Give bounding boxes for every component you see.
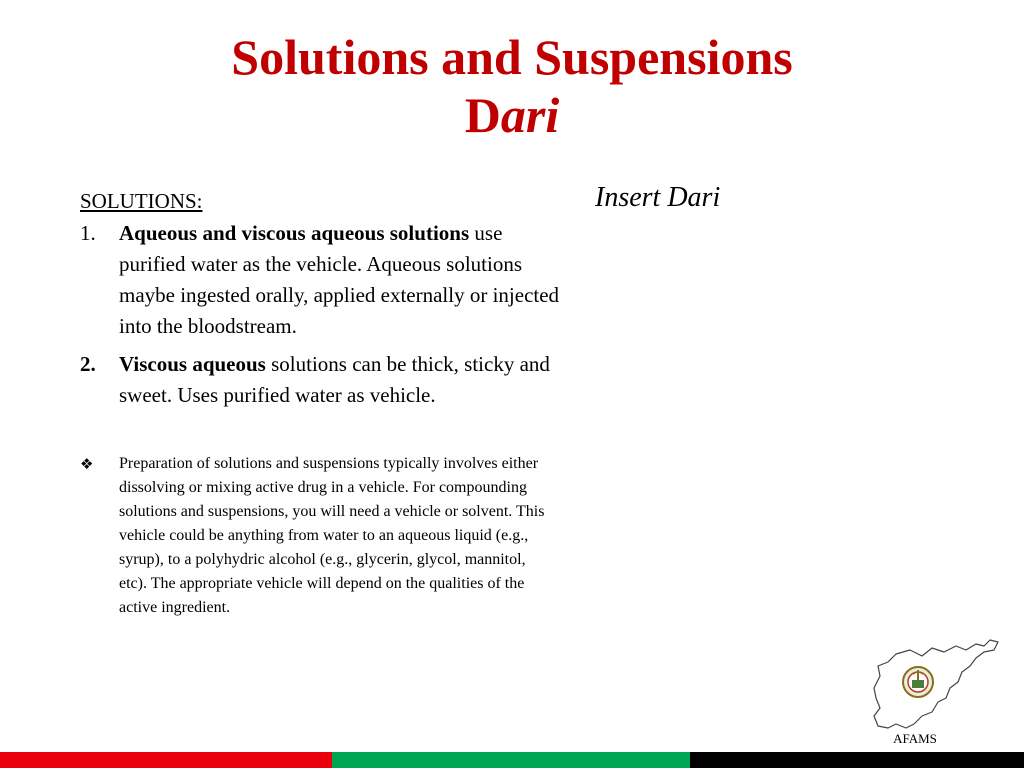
list-number-1: 1. (80, 221, 96, 245)
title-line-2 (0, 86, 1024, 144)
list-item-2-text: solutions can be thick, sticky and sweet. Uses purified water as vehicle. (119, 352, 550, 407)
insert-dari-placeholder: Insert Dari (595, 182, 721, 213)
solutions-content (80, 184, 560, 620)
afams-label: AFAMS (893, 731, 937, 746)
list-item-2-bold: Viscous aqueous (119, 352, 266, 376)
title-line-2-upright: D (464, 87, 501, 143)
list-item-1 (80, 218, 560, 342)
solutions-heading: SOLUTIONS: (80, 189, 203, 213)
list-number-2: 2. (80, 352, 96, 376)
slide-title (0, 28, 1024, 144)
flag-bar-red (0, 750, 332, 768)
flag-bar-green (332, 750, 690, 768)
list-item-2 (80, 349, 560, 411)
flag-color-bar (0, 750, 1024, 768)
list-item-1-bold: Aqueous and viscous aqueous solutions (119, 221, 470, 245)
list-item-1-text: use purified water as the vehicle. Aqueous solutions maybe ingested orally, applied externally or injected into the bloodstream. (119, 221, 560, 338)
title-line-2-italic: ari (500, 87, 560, 143)
afghanistan-map-emblem-icon (866, 636, 1004, 736)
title-line-1: Solutions and Suspensions (231, 29, 793, 85)
preparation-note-text: Preparation of solutions and suspensions typically involves either dissolving or mixing active drug in a vehicle. For compounding solutions and suspensions, you will need a vehicle or solvent. This vehicle could be anything from water to an aqueous liquid (e.g., syrup), to a polyhydric alcohol (e.g., glycerin, glycol, mannitol, etc). The appropriate vehicle will depend on the qualities of the active ingredient. (119, 455, 545, 616)
preparation-note (80, 452, 549, 620)
diamond-bullet-icon: ❖ (80, 455, 94, 473)
flag-bar-black (690, 750, 1024, 768)
